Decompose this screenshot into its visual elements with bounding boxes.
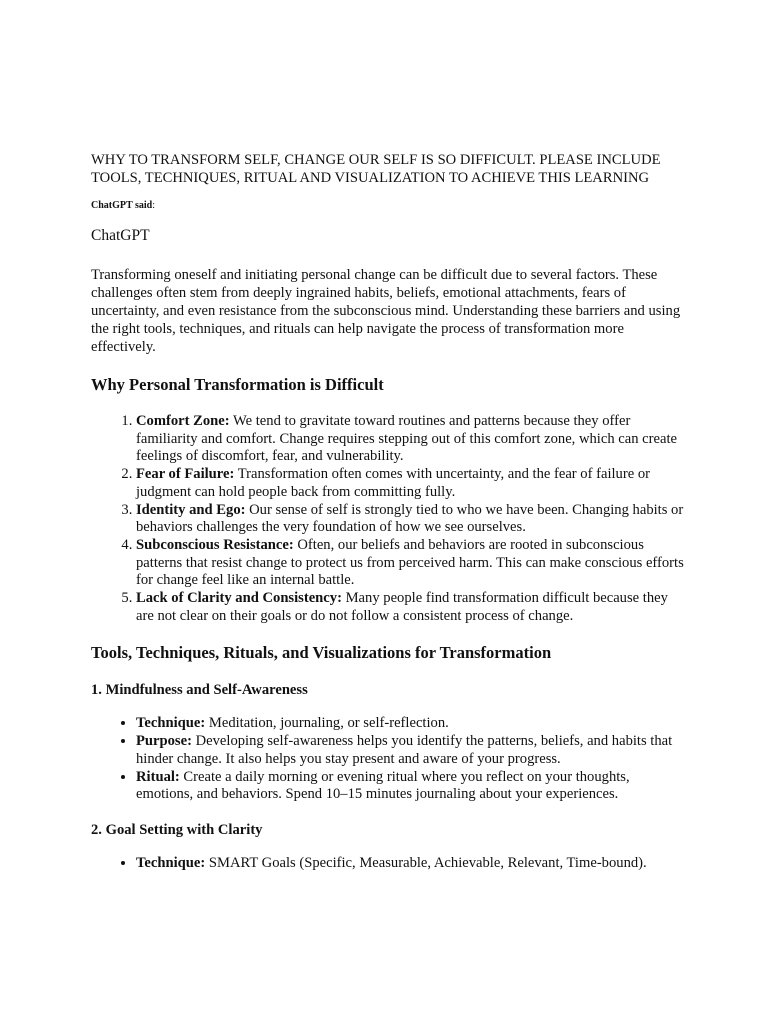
- item-term: Technique:: [136, 854, 206, 871]
- item-term: Subconscious Resistance:: [136, 536, 294, 553]
- item-text: Our sense of self is strongly tied to who we have been. Changing habits or behaviors challenges the very foundation of how we see ourselves.: [136, 501, 684, 536]
- list-item: [136, 715, 686, 733]
- chatgpt-said-label: [91, 199, 686, 213]
- list-item: [136, 537, 686, 590]
- item-text: We tend to gravitate toward routines and patterns because they offer familiarity and comfort. Change requires stepping out of this comfort zone, which can create feelings of discomfort, fear, and vulnerability.: [136, 413, 678, 465]
- difficulty-list: [91, 413, 686, 625]
- item-term: Purpose:: [136, 733, 192, 750]
- list-item: [136, 769, 686, 804]
- list-item: [136, 590, 686, 625]
- item-text: Many people find transformation difficult because they are not clear on their goals or do not follow a consistent process of change.: [136, 590, 668, 624]
- item-term: Ritual:: [136, 768, 180, 785]
- goal-setting-list: [91, 855, 686, 873]
- list-item: [136, 466, 686, 501]
- item-term: Technique:: [136, 715, 206, 732]
- item-text: SMART Goals (Specific, Measurable, Achievable, Relevant, Time-bound).: [205, 854, 647, 871]
- subheading-goal-setting: 2. Goal Setting with Clarity: [91, 821, 263, 838]
- item-term: Fear of Failure:: [136, 466, 235, 483]
- intro-paragraph: Transforming oneself and initiating personal change can be difficult due to several factors. These challenges often stem from deeply ingrained habits, beliefs, emotional attachments, fears of uncertainty, and even resistance from the subconscious mind. Understanding these barriers and using the right tools, techniques, and rituals can help navigate the process of transformation more effectively.: [91, 267, 681, 355]
- subheading-mindfulness: 1. Mindfulness and Self-Awareness: [91, 682, 308, 699]
- item-text: Create a daily morning or evening ritual where you reflect on your thoughts, emotions, and behaviors. Spend 10–15 minutes journaling about your experiences.: [136, 768, 630, 803]
- item-text: Transformation often comes with uncertainty, and the fear of failure or judgment can hold people back from committing fully.: [136, 466, 651, 500]
- list-item: [136, 733, 686, 768]
- said-colon: :: [152, 200, 156, 211]
- section-heading-tools: Tools, Techniques, Rituals, and Visualizations for Transformation: [91, 643, 552, 663]
- document-page: [91, 151, 686, 890]
- item-text: Meditation, journaling, or self-reflection.: [205, 715, 449, 732]
- item-text: Often, our beliefs and behaviors are rooted in subconscious patterns that resist change to protect us from perceived harm. This can make conscious efforts for change feel like an internal battle.: [136, 536, 684, 589]
- item-term: Lack of Clarity and Consistency:: [136, 590, 342, 607]
- assistant-name: ChatGPT: [91, 227, 150, 244]
- said-label-text: ChatGPT said: [91, 200, 153, 211]
- list-item: [136, 413, 686, 466]
- list-item: [136, 855, 686, 873]
- section-heading-difficulty: Why Personal Transformation is Difficult: [91, 375, 384, 394]
- mindfulness-list: [91, 715, 686, 804]
- item-text: Developing self-awareness helps you identify the patterns, beliefs, and habits that hinder change. It also helps you stay present and aware of your progress.: [136, 733, 673, 767]
- item-term: Comfort Zone:: [136, 413, 230, 429]
- user-question: WHY TO TRANSFORM SELF, CHANGE OUR SELF IS SO DIFFICULT. PLEASE INCLUDE TOOLS, TECHNIQUES, RITUAL AND VISUALIZATION TO ACHIEVE THIS LEARNING: [91, 152, 661, 186]
- item-term: Identity and Ego:: [136, 501, 246, 518]
- list-item: [136, 502, 686, 537]
